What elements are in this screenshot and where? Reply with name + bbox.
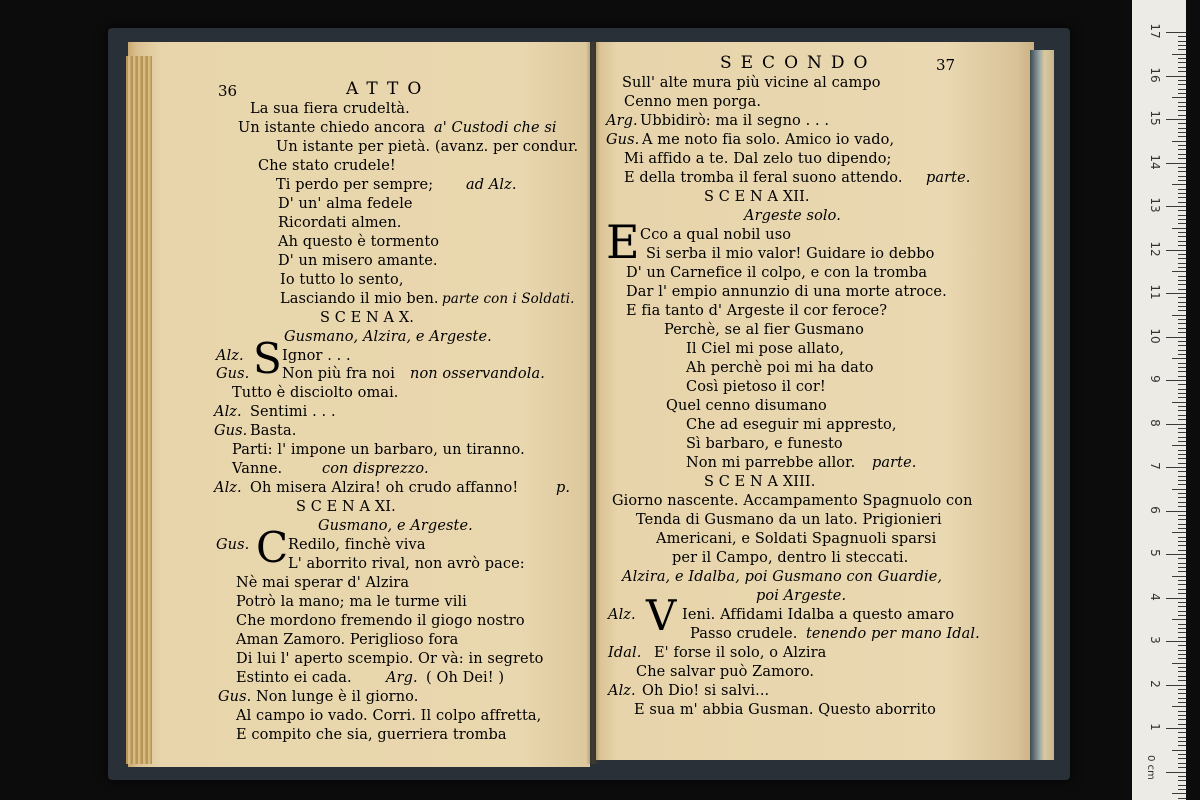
verse-line: Non mi parrebbe allor. [686,455,856,471]
ruler-tick [1178,180,1186,181]
ruler-tick [1178,62,1186,63]
stage-direction: parte. [872,455,917,471]
speaker: Alz. [214,404,242,420]
verse-line: Un istante chiedo ancora [238,120,426,136]
verse-line: Mi affido a te. Dal zelo tuo dipendo; [624,151,892,167]
ruler-tick [1178,49,1186,50]
ruler-tick [1178,367,1186,368]
ruler-tick [1178,332,1186,333]
verse-line: D' un misero amante. [278,253,438,269]
ruler-tick [1178,458,1186,459]
ruler-tick [1166,76,1186,77]
stage-setting: Americani, e Soldati Spagnuoli sparsi [656,531,937,547]
verse-line: Estinto ei cada. [236,670,352,686]
verse-line: Sì barbaro, e funesto [686,436,843,452]
ruler-tick [1178,745,1186,746]
verse-line: Dar l' empio annunzio di una morte atroce. [626,284,947,300]
ruler-tick [1178,606,1186,607]
drop-cap: E [606,215,640,269]
verse-line: E' forse il solo, o Alzira [654,645,827,661]
page-number: 37 [936,56,956,74]
ruler-tick [1178,415,1186,416]
ruler-tick [1178,176,1186,177]
ruler-tick [1178,41,1186,42]
ruler-number: 17 [1148,23,1162,39]
verse-line: L' aborrito rival, non avrò pace: [288,556,525,572]
stage-setting: per il Campo, dentro li steccati. [672,550,909,566]
speaker: Arg. [386,670,418,686]
stage-direction: con disprezzo. [322,461,429,477]
ruler-tick [1166,467,1186,468]
ruler-tick [1178,602,1186,603]
drop-cap: C [256,523,289,572]
ruler-tick [1172,315,1186,316]
ruler-tick [1166,772,1186,773]
verse-line: Cco a qual nobil uso [640,227,792,243]
ruler-tick [1178,767,1186,768]
ruler-tick [1178,628,1186,629]
ruler-tick [1178,354,1186,355]
ruler-tick [1178,589,1186,590]
verse-line: Vanne. [232,461,283,477]
scene-heading: S C E N A XI. [296,499,396,515]
ruler-tick [1178,67,1186,68]
scene-cast: Gusmano, Alzira, e Argeste. [284,329,492,345]
verse-line: Parti: l' impone un barbaro, un tiranno. [232,442,525,458]
ruler-tick [1178,84,1186,85]
ruler-tick [1178,441,1186,442]
verse-line: Passo crudele. [690,626,798,642]
ruler-tick [1166,685,1186,686]
measuring-ruler [1132,0,1186,800]
verse-line: E compito che sia, guerriera tromba [236,727,507,743]
ruler-tick [1178,450,1186,451]
page-edges [126,56,152,764]
ruler-tick [1178,515,1186,516]
ruler-tick [1166,511,1186,512]
verse-line: Tutto è disciolto omai. [232,385,399,401]
ruler-tick [1178,136,1186,137]
ruler-tick [1178,36,1186,37]
verse-line: Oh misera Alzira! oh crudo affanno! [250,480,519,496]
stage-direction: parte con i Soldati. [442,291,575,307]
ruler-tick [1178,541,1186,542]
ruler-tick [1178,780,1186,781]
verse-line: Perchè, se al fier Gusmano [664,322,864,338]
ruler-tick [1178,754,1186,755]
verse-line: La sua fiera crudeltà. [250,101,410,117]
ruler-tick [1172,402,1186,403]
ruler-tick [1178,210,1186,211]
verse-line: Si serba il mio valor! Guidare io debbo [646,246,935,262]
ruler-tick [1178,519,1186,520]
ruler-tick [1178,223,1186,224]
ruler-tick [1178,419,1186,420]
ruler-tick [1178,71,1186,72]
ruler-tick [1178,571,1186,572]
ruler-tick [1178,715,1186,716]
ruler-tick [1178,658,1186,659]
ruler-tick [1172,619,1186,620]
verse-line: E sua m' abbia Gusman. Questo aborrito [634,702,936,718]
ruler-tick [1178,93,1186,94]
verse-line: Redilo, finchè viva [288,537,426,553]
verse-line: D' un' alma fedele [278,196,413,212]
ruler-tick [1178,711,1186,712]
speaker: Gus. [218,689,252,705]
ruler-number: 5 [1148,549,1162,557]
stage-direction: a' Custodi che si [434,120,557,136]
ruler-tick [1178,280,1186,281]
ruler-tick [1166,119,1186,120]
ruler-tick [1178,254,1186,255]
ruler-tick [1178,484,1186,485]
ruler-tick [1178,123,1186,124]
ruler-tick [1166,380,1186,381]
ruler-tick [1166,250,1186,251]
ruler-tick [1178,258,1186,259]
ruler-number: 15 [1148,110,1162,126]
ruler-tick [1178,611,1186,612]
ruler-tick [1178,689,1186,690]
ruler-tick [1178,328,1186,329]
ruler-tick [1178,102,1186,103]
ruler-tick [1166,293,1186,294]
ruler-tick [1178,497,1186,498]
ruler-tick [1172,184,1186,185]
ruler-tick [1178,476,1186,477]
ruler-tick [1172,663,1186,664]
speaker: Alz. [216,348,244,364]
scene-heading: S C E N A XIII. [704,474,816,490]
verse-line: Ricordati almen. [278,215,402,231]
verse-line: Nè mai sperar d' Alzira [236,575,410,591]
ruler-tick [1178,676,1186,677]
ruler-tick [1178,215,1186,216]
ruler-tick [1178,310,1186,311]
stage-setting: Giorno nascente. Accampamento Spagnuolo con [612,493,973,509]
stage-direction: tenendo per mano Idal. [806,626,980,642]
ruler-tick [1166,598,1186,599]
ruler-tick [1178,624,1186,625]
ruler-tick [1178,537,1186,538]
ruler-tick [1178,297,1186,298]
verse-line: Ieni. Affidami Idalba a questo amaro [682,607,955,623]
verse-line: Che stato crudele! [258,158,396,174]
ruler-tick [1166,32,1186,33]
ruler-tick [1178,289,1186,290]
ruler-number: 8 [1148,418,1162,427]
verse-line: Al campo io vado. Corri. Il colpo affretta, [236,708,542,724]
ruler-tick [1166,554,1186,555]
ruler-tick [1178,654,1186,655]
verse-line: Oh Dio! si salvi... [642,683,770,699]
ruler-tick [1178,154,1186,155]
speaker: Gus. [216,366,250,382]
ruler-tick [1178,171,1186,172]
ruler-tick [1178,284,1186,285]
ruler-tick [1178,149,1186,150]
ruler-tick [1178,232,1186,233]
stage-direction: p. [556,480,571,496]
ruler-tick [1178,363,1186,364]
ruler-tick [1178,506,1186,507]
ruler-number: 7 [1148,462,1162,470]
speaker: Gus. [214,423,248,439]
ruler-number: 11 [1148,284,1162,300]
ruler-tick [1178,493,1186,494]
running-head: SECONDO [720,53,877,73]
verse-line: Ti perdo per sempre; [276,177,434,193]
ruler-tick [1178,437,1186,438]
verse-line: Che ad eseguir mi appresto, [686,417,897,433]
verse-line: Ah questo è tormento [278,234,440,250]
verse-line: Sentimi . . . [250,404,336,420]
ruler-tick [1178,80,1186,81]
speaker: Gus. [606,132,640,148]
ruler-tick [1172,358,1186,359]
ruler-tick [1178,724,1186,725]
speaker: Gus. [216,537,250,553]
ruler-number: 4 [1148,592,1162,601]
ruler-tick [1178,110,1186,111]
ruler-tick [1172,576,1186,577]
verse-line: Io tutto lo sento, [280,272,404,288]
ruler-tick [1178,763,1186,764]
ruler-tick [1178,432,1186,433]
ruler-tick [1178,463,1186,464]
ruler-tick [1178,563,1186,564]
ruler-tick [1178,167,1186,168]
ruler-tick [1178,115,1186,116]
ruler-tick [1178,580,1186,581]
ruler-tick [1172,793,1186,794]
ruler-tick [1166,641,1186,642]
ruler-tick [1178,45,1186,46]
ruler-tick [1178,732,1186,733]
verse-line: D' un Carnefice il colpo, e con la tromba [626,265,928,281]
ruler-tick [1178,698,1186,699]
scene-cast: Gusmano, e Argeste. [318,518,473,534]
ruler-tick [1178,241,1186,242]
ruler-tick [1178,341,1186,342]
ruler-tick [1178,632,1186,633]
ruler-tick [1178,454,1186,455]
verse-line: E della tromba il feral suono attendo. [624,170,903,186]
ruler-tick [1172,228,1186,229]
ruler-number: 10 [1148,327,1162,344]
ruler-number: 12 [1148,240,1162,257]
ruler-tick [1166,206,1186,207]
verse-line: Lasciando il mio ben. [280,291,439,307]
ruler-tick [1178,189,1186,190]
ruler-tick [1178,197,1186,198]
ruler-tick [1178,406,1186,407]
ruler-tick [1178,502,1186,503]
ruler-tick [1178,650,1186,651]
verse-line: Potrò la mano; ma le turme vili [236,594,467,610]
scene-cast: Alzira, e Idalba, poi Gusmano con Guardie, [622,569,943,585]
verse-line: E fia tanto d' Argeste il cor feroce? [626,303,888,319]
ruler-number: 16 [1148,66,1162,83]
stage-direction: parte. [926,170,971,186]
verse-line: Ah perchè poi mi ha dato [686,360,874,376]
ruler-tick [1178,323,1186,324]
verse-line: Sull' alte mura più vicine al campo [622,75,881,91]
book-gutter [586,42,600,764]
ruler-tick [1178,202,1186,203]
ruler-number: 14 [1148,153,1162,170]
ruler-tick [1178,584,1186,585]
ruler-tick [1178,193,1186,194]
ruler-tick [1166,163,1186,164]
speaker: Alz. [608,607,636,623]
ruler-number: 13 [1148,197,1162,213]
ruler-number: 6 [1148,505,1162,514]
ruler-tick [1178,350,1186,351]
verse-line: Basta. [250,423,297,439]
ruler-tick [1172,54,1186,55]
verse-line: Aman Zamoro. Periglioso fora [236,632,459,648]
ruler-tick [1166,728,1186,729]
ruler-tick [1178,741,1186,742]
ruler-tick [1178,245,1186,246]
ruler-tick [1178,389,1186,390]
speaker: Idal. [608,645,642,661]
ruler-tick [1166,337,1186,338]
ruler-tick [1178,89,1186,90]
ruler-tick [1178,58,1186,59]
ruler-tick [1178,428,1186,429]
ruler-tick [1178,645,1186,646]
drop-cap: V [646,591,677,640]
ruler-tick [1178,128,1186,129]
verse-line: Non lunge è il giorno. [256,689,419,705]
scene-cast: Argeste solo. [744,208,841,224]
ruler-tick [1178,106,1186,107]
page-number: 36 [218,82,238,100]
ruler-tick [1178,524,1186,525]
ruler-tick [1172,489,1186,490]
scene-heading: S C E N A XII. [704,189,810,205]
verse-line: Quel cenno disumano [666,398,827,414]
ruler-tick [1172,445,1186,446]
verse-line: Che mordono fremendo il giogo nostro [236,613,525,629]
ruler-tick [1178,789,1186,790]
verse-line: Cenno men porga. [624,94,762,110]
ruler-tick [1178,567,1186,568]
ruler-tick [1178,680,1186,681]
stage-direction: ad Alz. [466,177,517,193]
ruler-tick [1172,271,1186,272]
ruler-tick [1166,424,1186,425]
ruler-tick [1178,545,1186,546]
ruler-tick [1178,693,1186,694]
speaker: Alz. [608,683,636,699]
ruler-tick [1178,397,1186,398]
ruler-tick [1172,532,1186,533]
ruler-tick [1178,550,1186,551]
ruler-tick [1178,158,1186,159]
speaker: Alz. [214,480,242,496]
ruler-tick [1178,528,1186,529]
drop-cap: S [253,334,282,383]
speaker: Arg. [606,113,638,129]
ruler-tick [1178,702,1186,703]
ruler-number: 1 [1148,723,1162,731]
ruler-tick [1178,145,1186,146]
ruler-tick [1172,706,1186,707]
ruler-tick [1178,719,1186,720]
ruler-tick [1178,798,1186,799]
ruler-tick [1178,345,1186,346]
ruler-tick [1178,785,1186,786]
ruler-tick [1178,393,1186,394]
ruler-number: 2 [1148,679,1162,688]
ruler-tick [1178,276,1186,277]
scene-cast: poi Argeste. [756,588,847,604]
verse-line: A me noto fia solo. Amico io vado, [642,132,895,148]
ruler-tick [1178,236,1186,237]
ruler-tick [1178,667,1186,668]
ruler-unit: 0 cm [1144,755,1156,780]
verse-line: Ignor . . . [282,348,351,364]
ruler-tick [1178,558,1186,559]
verse-line: Così pietoso il cor! [686,379,826,395]
verse-line: Che salvar può Zamoro. [636,664,815,680]
stage-direction: non osservandola. [410,366,545,382]
ruler-tick [1178,306,1186,307]
ruler-tick [1178,471,1186,472]
ruler-tick [1178,219,1186,220]
ruler-tick [1178,302,1186,303]
ruler-tick [1178,319,1186,320]
ruler-tick [1178,384,1186,385]
ruler-tick [1178,267,1186,268]
stage-setting: Tenda di Gusmano da un lato. Prigionieri [636,512,942,528]
ruler-tick [1178,410,1186,411]
ruler-tick [1178,480,1186,481]
ruler-tick [1178,758,1186,759]
ruler-tick [1178,376,1186,377]
ruler-tick [1178,593,1186,594]
right-page-edge [1030,50,1054,760]
ruler-tick [1178,615,1186,616]
verse-line: Ubbidirò: ma il segno . . . [640,113,830,129]
ruler-number: 3 [1148,636,1162,644]
ruler-tick [1172,141,1186,142]
ruler-tick [1178,776,1186,777]
verse-line: Non più fra noi [282,366,395,382]
ruler-tick [1178,671,1186,672]
verse-line: Un istante per pietà. (avanz. per condur. [276,139,579,155]
ruler-number: 9 [1148,375,1162,383]
running-head: ATTO [346,79,431,99]
ruler-tick [1178,737,1186,738]
ruler-tick [1178,637,1186,638]
ruler-tick [1172,97,1186,98]
verse-line: Di lui l' aperto scempio. Or và: in segreto [236,651,544,667]
ruler-tick [1178,132,1186,133]
verse-line: ( Oh Dei! ) [426,670,505,686]
ruler-tick [1178,371,1186,372]
ruler-tick [1172,750,1186,751]
scene-heading: S C E N A X. [320,310,414,326]
verse-line: Il Ciel mi pose allato, [686,341,845,357]
ruler-tick [1178,263,1186,264]
